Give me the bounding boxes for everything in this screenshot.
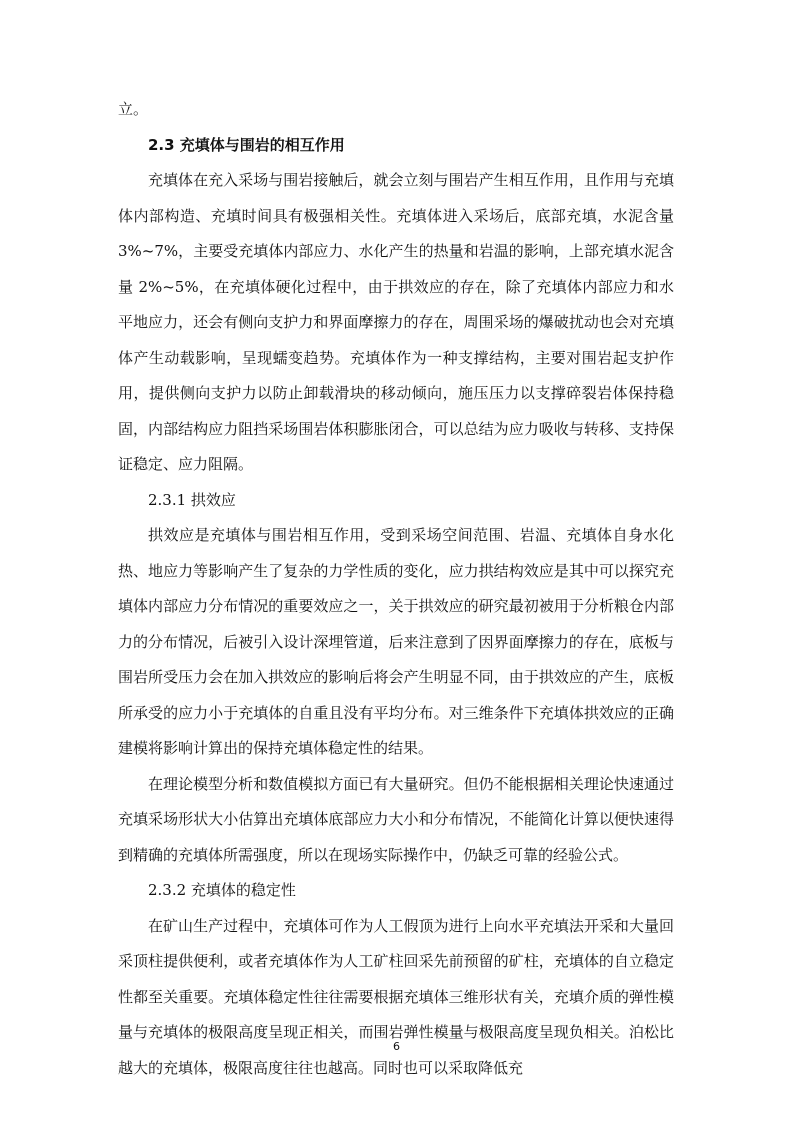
section-heading-2-3-2: 2.3.2 充填体的稳定性 bbox=[148, 881, 296, 899]
paragraph-theory-models: 在理论模型分析和数值模拟方面已有大量研究。但仍不能根据相关理论快速通过充填采场形状大小估算出充填体底部应力大小和分布情况，不能简化计算以便快速得到精确的充填体所需强度，所以在现场实际操作中，仍缺乏可靠的经验公式。 bbox=[118, 774, 674, 864]
page-number: 6 bbox=[393, 1040, 400, 1053]
section-heading-2-3-1: 2.3.1 拱效应 bbox=[148, 490, 236, 509]
paragraph-stability: 在矿山生产过程中，充填体可作为人工假顶为进行上向水平充填法开采和大量回采顶柱提供便利，或者充填体作为人工矿柱回采先前预留的矿柱，充填体的自立稳定性都至关重要。充填体稳定性往往需要根据充填体三维形状有关，充填介质的弹性模量与充填体的极限高度呈现正相关，而围岩弹性模量与极限高度呈现负相关。泊松比越大的充填体，极限高度往往也越高。同时也可以采取降低充 bbox=[118, 916, 674, 1077]
paragraph-arch-effect: 拱效应是充填体与围岩相互作用，受到采场空间范围、岩温、充填体自身水化热、地应力等影响产生了复杂的力学性质的变化，应力拱结构效应是其中可以探究充填体内部应力分布情况的重要效应之一，关于拱效应的研究最初被用于分析粮仓内部力的分布情况，后被引入设计深埋管道，后来注意到了因界面摩擦力的存在，底板与围岩所受压力会在加入拱效应的影响后将会产生明显不同，由于拱效应的产生，底板所承受的应力小于充填体的自重且没有平均分布。对三维条件下充填体拱效应的正确建模将影响计算出的保持充填体稳定性的结果。 bbox=[118, 526, 674, 757]
section-heading-2-3: 2.3 充填体与围岩的相互作用 bbox=[148, 135, 345, 154]
paragraph-2-3: 充填体在充入采场与围岩接触后，就会立刻与围岩产生相互作用，且作用与充填体内部构造、充填时间具有极强相关性。充填体进入采场后，底部充填，水泥含量 3%~7%，主要受充填体内部应力、水化产生的热量和岩温的影响，上部充填水泥含量 2%~5%，在充填体硬化过程中，由于拱效应的存在，除了充填体内部应力和水平地应力，还会有侧向支护力和界面摩擦力的存在，周围采场的爆破扰动也会对充填体产生动载影响，呈现蠕变趋势。充填体作为一种支撑结构，主要对围岩起支护作用，提供侧向支护力以防止卸载滑块的移动倾向，施压压力以支撑碎裂岩体保持稳固，内部结构应力阻挡采场围岩体积膨胀闭合，可以总结为应力吸收与转移、支持保证稳定、应力阻隔。 bbox=[118, 171, 674, 473]
body-text bbox=[118, 92, 674, 1086]
continuation-text: 立。 bbox=[118, 100, 149, 118]
